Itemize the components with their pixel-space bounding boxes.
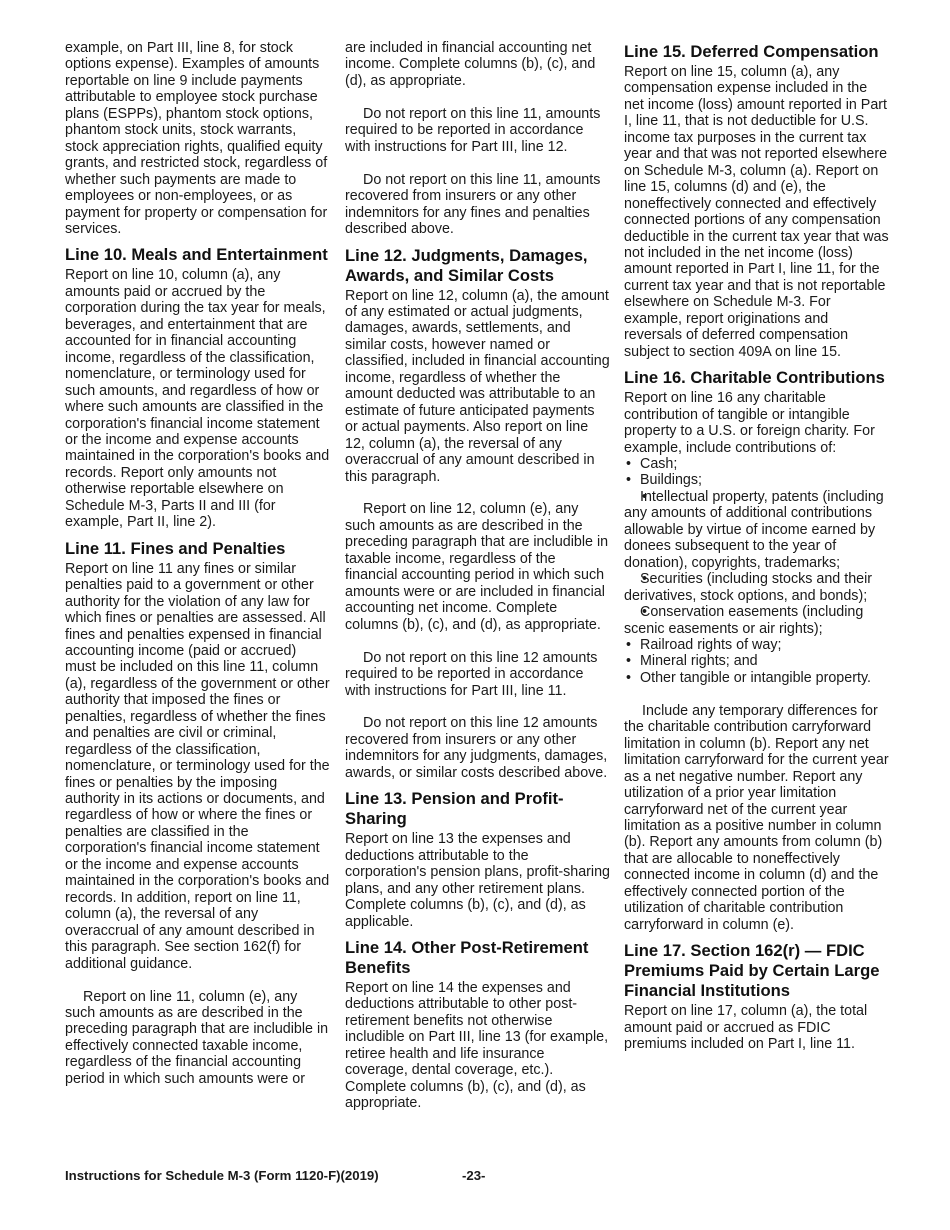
heading-line10: Line 10. Meals and Entertainment xyxy=(65,245,328,265)
paragraph-line12-c: Do not report on this line 12 amounts required to be reported in accordance with instructions for Part III, line 11. xyxy=(345,649,598,699)
paragraph-line11-c: are included in financial accounting net income. Complete columns (b), (c), and (d), as appropriate. xyxy=(345,40,596,89)
paragraph-line17: Report on line 17, column (a), the total amount paid or accrued as FDIC premiums included on Part I, line 11. xyxy=(624,1003,868,1053)
paragraph-line15: Report on line 15, column (a), any compensation expense included in the net income (loss) amount reported in Part I, line 11, that is not deductible for U.S. income tax purposes in the current tax year and that was not reported elsewhere on Schedule M-3, column (a). Report on line 15, columns (d) and (e), the noneffectively connected and effectively connected portions of any compensation deductible in the current tax year that was not included in the net income (loss) amount reported in Part I, line 11, for the current tax year and that is not reportable elsewhere on Schedule M-3. For example, report originations and reversals of deferred compensation subject to section 409A on line 15. xyxy=(624,64,889,360)
paragraph-line10: Report on line 10, column (a), any amounts paid or accrued by the corporation during the tax year for meals, beverages, and entertainment that are accounted for in financial accounting income, regardless of the classification, nomenclature, or terminology used for such amounts, and regardless of how or where such amounts are classified in the corporation's financial income statement or the income and expense accounts maintained in the corporation's books and records. Report only amounts not otherwise reportable elsewhere on Schedule M-3, Parts II and III (for example, Part II, line 2). xyxy=(65,267,330,531)
heading-line14: Line 14. Other Post-Retirement Benefits xyxy=(345,937,589,977)
heading-line13: Line 13. Pension and Profit-Sharing xyxy=(345,789,564,829)
bullet-item: • Other tangible or intangible property. xyxy=(624,670,889,686)
heading-line12: Line 12. Judgments, Damages, Awards, and Similar Costs xyxy=(345,245,588,285)
footer-document-title: Instructions for Schedule M-3 (Form 1120-F)(2019) xyxy=(65,1168,379,1183)
paragraph-line9-cont: example, on Part III, line 8, for stock options expense). Examples of amounts reportable on line 9 include payments attributable to employee stock purchase plans (ESPPs), phantom stock options, phantom stock units, stock warrants, stock appreciation rights, qualified equity grants, and restricted stock, regardless of whether such payments are made to employees or non-employees, or as payment for property or compensation for services. xyxy=(65,40,328,237)
footer-page-number: -23- xyxy=(462,1168,486,1183)
paragraph-line11-a: Report on line 11 any fines or similar penalties paid to a government or other authority for the violation of any law for which fines or penalties are assessed. All fines and penalties expensed in financial accounting income (paid or accrued) must be included on this line 11, column (a), regardless of the government or other authority that imposed the fines or penalties, regardless of whether the fines and penalties are civil or criminal, regardless of the classification, nomenclature, or terminology used for the fines or penalties by the imposing authority in its actions or documents, and regardless of how or where the fines or penalties are classified in the corporation's financial income statement or the income and expense accounts maintained in the corporation's books and records. In addition, report on line 11, column (a), the reversal of any overaccrual of any amount described in this paragraph. See section 162(f) for additional guidance. xyxy=(65,560,330,972)
paragraph-line13: Report on line 13 the expenses and deductions attributable to the corporation's pension plans, profit-sharing plans, and any other retirement plans. Complete columns (b), (c), and (d), as applicable. xyxy=(345,831,610,930)
paragraph-line16-b: Include any temporary differences for the charitable contribution carryforward limitation in column (b). Report any net limitation carryforward for the current year as a net negative number. Report any utilization of a prior year limitation carryforward net of the current year limitation as a positive number in column (b). Report any amounts from column (b) that are allocable to noneffectively connected income in column (d) and the effectively connected portion of the utilization of charitable contribution carryforward in column (e). xyxy=(624,702,889,933)
column-2 xyxy=(345,40,610,1112)
paragraph-line12-a: Report on line 12, column (a), the amount of any estimated or actual judgments, damages, awards, settlements, and similar costs, however named or classified, included in financial accounting income, regardless of whether the amount deducted was attributable to an estimate of future anticipated payments or actual payments. Also report on line 12, column (a), the reversal of any overaccrual of any amount described in this paragraph. xyxy=(345,287,610,485)
bullet-item: • Railroad rights of way; xyxy=(624,637,889,653)
paragraph-line11-e: Do not report on this line 11, amounts recovered from insurers or any other indemnitors for any fines and penalties described above. xyxy=(345,171,601,238)
contribution-bullet-list xyxy=(624,456,889,686)
bullet-item: • Conservation easements (including scenic easements or air rights); xyxy=(624,604,889,637)
paragraph-line16-a: Report on line 16 any charitable contribution of tangible or intangible property to a U.S. or foreign charity. For example, include contributions of: xyxy=(624,390,875,456)
bullet-item: • Buildings; xyxy=(624,472,889,488)
bullet-item: • Mineral rights; and xyxy=(624,653,889,669)
heading-line17: Line 17. Section 162(r) — FDIC Premiums Paid by Certain Large Financial Institutions xyxy=(624,941,880,1001)
paragraph-line14: Report on line 14 the expenses and deductions attributable to other post-retirement benefits not otherwise includible on Part III, line 13 (for example, retiree health and life insurance coverage, dental coverage, etc.). Complete columns (b), (c), and (d), as appropriate. xyxy=(345,979,609,1112)
heading-line16: Line 16. Charitable Contributions xyxy=(624,368,885,388)
bullet-item: • Intellectual property, patents (including any amounts of additional contributions allowable by virtue of income earned by donees subsequent to the year of donation), copyrights, trademarks; xyxy=(624,489,889,571)
column-3 xyxy=(624,40,889,1053)
bullet-item: • Securities (including stocks and their derivatives, stock options, and bonds); xyxy=(624,571,889,604)
paragraph-line12-b: Report on line 12, column (e), any such amounts as are described in the preceding paragraph that are includible in taxable income, regardless of the financial accounting period in which such amounts were or are included in financial accounting net income. Complete columns (b), (c), and (d), as appropriate. xyxy=(345,501,609,633)
paragraph-line11-b: Report on line 11, column (e), any such amounts as are described in the preceding paragraph that are includible in effectively connected taxable income, regardless of the financial accounting period in which such amounts were or xyxy=(65,988,329,1087)
heading-line15: Line 15. Deferred Compensation xyxy=(624,42,879,61)
heading-line11: Line 11. Fines and Penalties xyxy=(65,538,286,558)
bullet-item: • Cash; xyxy=(624,456,889,472)
column-1 xyxy=(65,40,330,1087)
paragraph-line12-d: Do not report on this line 12 amounts recovered from insurers or any other indemnitors for any judgments, damages, awards, or similar costs described above. xyxy=(345,715,608,781)
paragraph-line11-d: Do not report on this line 11, amounts required to be reported in accordance with instructions for Part III, line 12. xyxy=(345,105,601,155)
